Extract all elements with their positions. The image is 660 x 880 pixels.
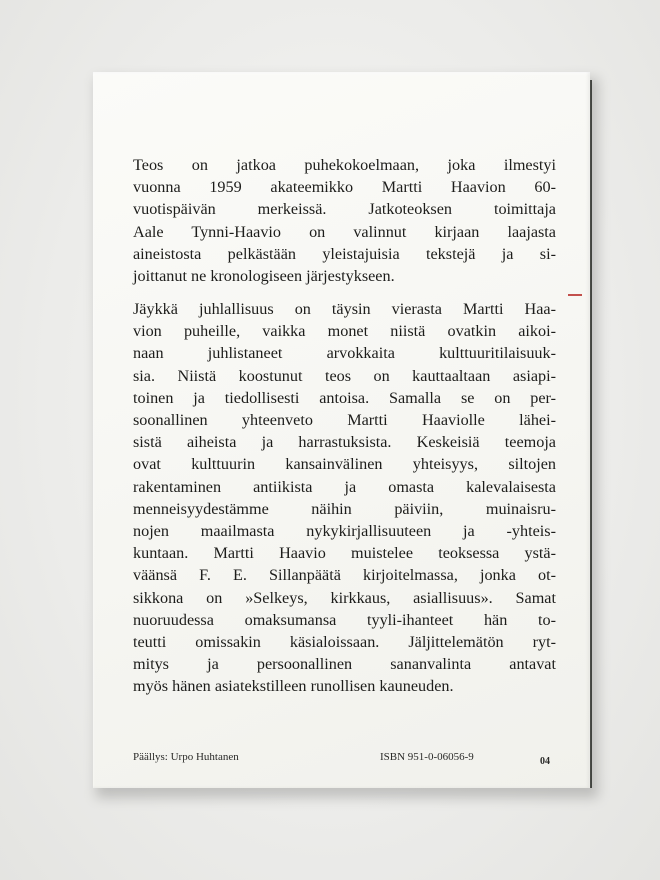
blurb-paragraph-1 bbox=[133, 154, 556, 287]
bookmark-ribbon-mark bbox=[568, 294, 582, 296]
blurb-paragraph-2 bbox=[133, 298, 556, 698]
product-code: 04 bbox=[540, 756, 550, 767]
text-line: nojen maailmasta nykykirjallisuuteen ja -yhteis- bbox=[133, 522, 556, 541]
text-line: ovat kulttuurin kansainvälinen yhteisyys, siltojen bbox=[133, 455, 556, 474]
text-line: sistä aiheista ja harrastuksista. Keskeisiä teemoja bbox=[133, 433, 556, 452]
text-line: Teos on jatkoa puhekokoelmaan, joka ilmestyi bbox=[133, 156, 556, 174]
text-line: vion puheille, vaikka monet niistä ovatkin aikoi- bbox=[133, 322, 556, 341]
text-line: nuoruudessa omaksumansa tyyli-ihanteet hän to- bbox=[133, 610, 556, 629]
text-line: rakentaminen antiikista ja omasta kalevalaisesta bbox=[133, 477, 556, 496]
isbn-number: ISBN 951-0-06056-9 bbox=[380, 751, 474, 763]
text-line: Jäykkä juhlallisuus on täysin vierasta Martti Haa- bbox=[133, 300, 556, 318]
text-line: vuonna 1959 akateemikko Martti Haavion 60- bbox=[133, 178, 556, 197]
text-line: naan juhlistaneet arvokkaita kulttuuritilaisuuk- bbox=[133, 344, 556, 363]
text-line: vuotispäivän merkeissä. Jatkoteoksen toimittaja bbox=[133, 200, 556, 219]
text-line: toinen ja tiedollisesti antoisa. Samalla se on per- bbox=[133, 388, 556, 407]
text-line: kuntaan. Martti Haavio muistelee teoksessa ystä- bbox=[133, 544, 556, 563]
text-line: sikkona on »Selkeys, kirkkaus, asiallisuus». Samat bbox=[133, 588, 556, 607]
text-line: sia. Niistä koostunut teos on kauttaaltaan asiapi- bbox=[133, 366, 556, 385]
cover-designer-credit: Päällys: Urpo Huhtanen bbox=[133, 751, 239, 763]
text-line: teutti omissakin käsialoissaan. Jäljittelemätön ryt- bbox=[133, 633, 556, 652]
text-line: väänsä F. E. Sillanpäätä kirjoitelmassa, jonka ot- bbox=[133, 566, 556, 585]
text-line: mitys ja persoonallinen sananvalinta antavat bbox=[133, 655, 556, 674]
text-line: Aale Tynni-Haavio on valinnut kirjaan laajasta bbox=[133, 222, 556, 241]
text-line: menneisyydestämme näihin päiviin, muinaisru- bbox=[133, 499, 556, 518]
text-line: soonallinen yhteenveto Martti Haaviolle lähei- bbox=[133, 411, 556, 430]
text-line: joittanut ne kronologiseen järjestykseen. bbox=[133, 267, 395, 286]
text-line: myös hänen asiatekstilleen runollisen kauneuden. bbox=[133, 677, 454, 696]
text-line: aineistosta pelkästään yleistajuisia tekstejä ja si- bbox=[133, 244, 556, 263]
